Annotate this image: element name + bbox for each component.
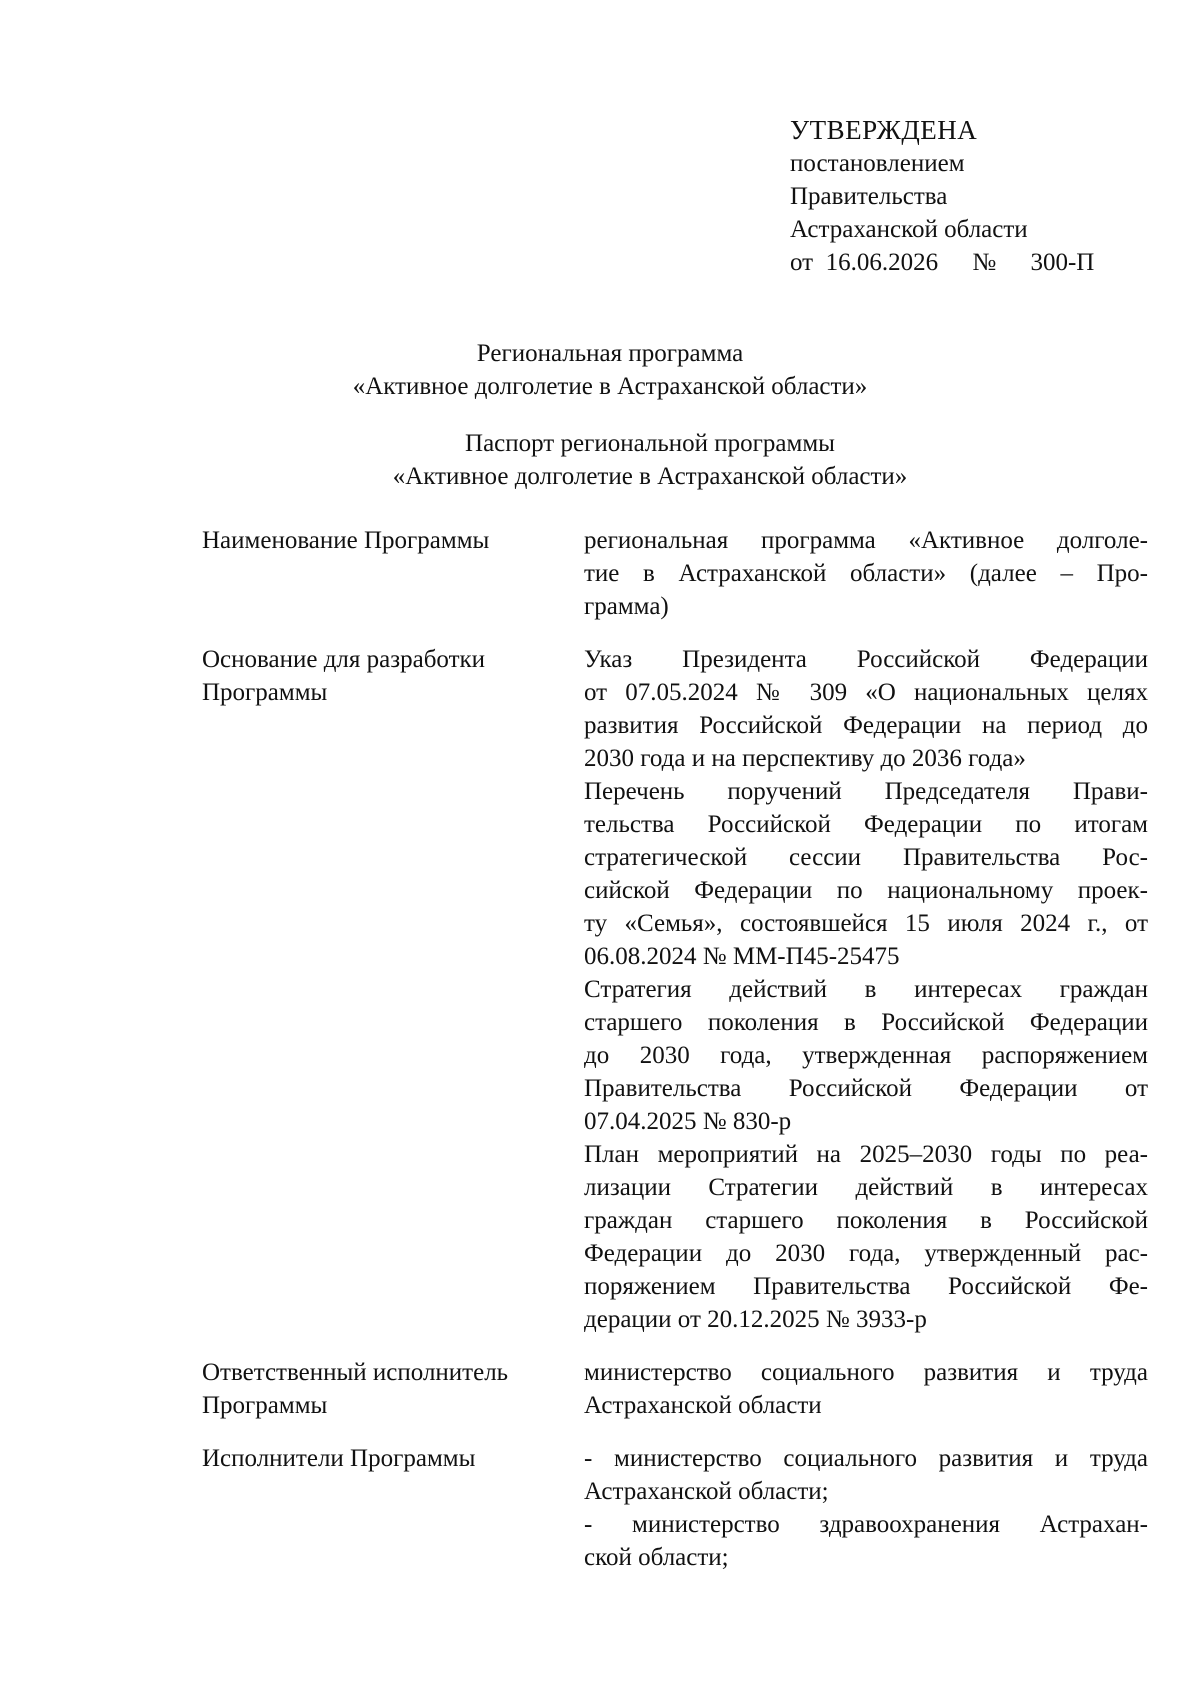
approval-line-resolution: постановлением [790,150,965,177]
approval-line-government: Правительства [790,183,948,210]
passport-value-line: дерации от 20.12.2025 № 3933-р [584,1306,927,1333]
passport-row-value [584,1442,1148,1574]
passport-row-name [202,524,584,623]
passport-row-value [584,524,1148,623]
approval-date: 16.06.2026 [825,249,939,276]
passport-value-paragraph [584,524,1148,623]
passport-value-line: развития Российской Федерации на период до [584,712,1148,739]
passport-row-name [202,1442,584,1574]
passport-value-line: от 07.05.2024 № 309 «О национальных целях [584,679,1148,706]
passport-value-line: тие в Астраханской области» (далее – Про- [584,560,1148,587]
passport-row-name-line: Основание для разработки [202,646,486,673]
passport-value-line: Стратегия действий в интересах граждан [584,976,1148,1003]
passport-value-line: План мероприятий на 2025–2030 годы по реа- [584,1141,1148,1168]
passport-row-name-line: Программы [202,1392,328,1419]
passport-value-line: 06.08.2024 № ММ-П45-25475 [584,943,900,970]
approval-date-line [790,246,1150,279]
approval-stamp [790,114,1150,279]
passport-row [202,1442,1148,1574]
passport-value-line: старшего поколения в Российской Федерации [584,1009,1148,1036]
passport-value-line: сийской Федерации по национальному проек- [584,877,1148,904]
passport-row-name-line: Исполнители Программы [202,1445,476,1472]
passport-value-line: 07.04.2025 № 830-р [584,1108,792,1135]
passport-row-name [202,643,584,1336]
passport-value-paragraph [584,643,1148,775]
passport-row-name-line: Наименование Программы [202,527,490,554]
passport-row [202,524,1148,623]
passport-row-value [584,643,1148,1336]
passport-value-line: министерство социального развития и труда [584,1359,1148,1386]
passport-value-line: Федерации до 2030 года, утвержденный рас- [584,1240,1148,1267]
passport-value-line: стратегической сессии Правительства Рос- [584,844,1148,871]
passport-value-paragraph [584,1138,1148,1336]
passport-value-line: граждан старшего поколения в Российской [584,1207,1148,1234]
passport-value-line: региональная программа «Активное долголе- [584,527,1148,554]
approval-title: УТВЕРЖДЕНА [790,115,978,145]
passport-value-paragraph [584,1508,1148,1574]
passport-value-line: 2030 года и на перспективу до 2036 года» [584,745,1026,772]
passport-value-line: Перечень поручений Председателя Прави- [584,778,1148,805]
passport-title-line1: Паспорт региональной программы [465,430,835,457]
program-title [200,337,1020,403]
passport-value-line: грамма) [584,593,669,620]
approval-line-region: Астраханской области [790,216,1028,243]
passport-value-line: Астраханской области [584,1392,822,1419]
passport-value-line: Астраханской области; [584,1478,829,1505]
passport-value-line: ской области; [584,1544,729,1571]
passport-value-paragraph [584,1442,1148,1508]
approval-date-prefix: от [790,249,814,276]
passport-value-paragraph [584,775,1148,973]
approval-number-sign: № [972,249,997,276]
passport-value-paragraph [584,973,1148,1138]
passport-value-line: ту «Семья», состоявшейся 15 июля 2024 г., от [584,910,1148,937]
passport-title-line2: «Активное долголетие в Астраханской области» [392,463,908,490]
approval-number: 300-П [1030,249,1095,276]
passport-value-paragraph [584,1356,1148,1422]
passport-value-line: тельства Российской Федерации по итогам [584,811,1148,838]
passport-value-line: Правительства Российской Федерации от [584,1075,1148,1102]
program-title-line2: «Активное долголетие в Астраханской области» [352,373,868,400]
passport-row-name-line: Программы [202,679,328,706]
passport-value-line: лизации Стратегии действий в интересах [584,1174,1148,1201]
passport-value-line: до 2030 года, утвержденная распоряжением [584,1042,1148,1069]
passport-value-line: - министерство здравоохранения Астрахан- [584,1511,1148,1538]
program-title-line1: Региональная программа [476,340,744,367]
passport-value-line: Указ Президента Российской Федерации [584,646,1148,673]
passport-row-value [584,1356,1148,1422]
passport-title [240,427,1060,493]
passport-row-name [202,1356,584,1422]
passport-row-name-line: Ответственный исполнитель [202,1359,509,1386]
passport-row [202,643,1148,1336]
passport-row [202,1356,1148,1422]
passport-value-line: - министерство социального развития и труда [584,1445,1148,1472]
passport-value-line: поряжением Правительства Российской Фе- [584,1273,1148,1300]
passport-table [202,524,1148,1594]
